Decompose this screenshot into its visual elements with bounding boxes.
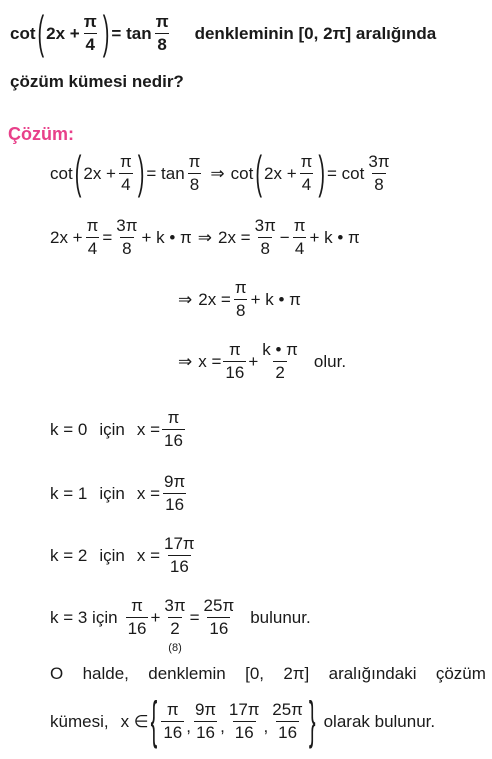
frac-den: 2 (275, 363, 285, 382)
step-3 (178, 278, 301, 321)
frac-num: π (167, 408, 180, 427)
olur-text: olur. (313, 351, 347, 371)
implies-arrow: ⇒ (178, 351, 193, 371)
k-value: k = 3 için (50, 607, 118, 627)
frac-num: π (229, 340, 241, 359)
frac-den: 16 (165, 495, 185, 514)
term-text: x = (136, 483, 161, 503)
fraction (253, 216, 278, 259)
term-text: 2x = (218, 227, 251, 247)
word: [0, (245, 664, 264, 683)
frac-num: π (83, 12, 97, 31)
implies-arrow: ⇒ (197, 227, 212, 247)
fraction (202, 596, 237, 639)
frac-num: 9π (194, 700, 217, 719)
frac-den: 16 (278, 723, 298, 742)
left-paren: ( (255, 148, 263, 199)
eq-tan-text: = tan (146, 163, 185, 183)
frac-den: 8 (260, 239, 270, 258)
right-paren: ) (137, 148, 145, 199)
set-element (193, 700, 218, 743)
frac-den: 8 (235, 301, 246, 320)
set-membership: x ∈ (120, 711, 149, 731)
comma: , (186, 717, 191, 736)
frac-num: π (234, 278, 247, 297)
frac-den: 16 (209, 619, 229, 638)
step-1 (50, 148, 394, 199)
term-text: + k • π (141, 227, 192, 247)
frac-num: π (300, 152, 313, 171)
question-line-1 (10, 8, 437, 59)
kumesi-text: kümesi, (50, 711, 109, 731)
frac-num: 17π (228, 700, 260, 719)
minus-sign: − (279, 227, 290, 247)
case-k3 (50, 596, 311, 654)
question-frac-pi-4 (82, 12, 99, 55)
term-text: x = (198, 351, 222, 371)
equals-sign: = (102, 227, 113, 247)
equals-sign: = (189, 607, 200, 627)
step-4 (178, 340, 346, 383)
frac-num: 9π (164, 472, 186, 491)
conclusion-line-1 (50, 664, 486, 684)
frac-den: 2 (170, 619, 180, 638)
frac-num: π (86, 216, 99, 235)
word: çözüm (435, 664, 486, 683)
question-cot: cot (10, 23, 36, 43)
implies-arrow: ⇒ (178, 289, 193, 309)
olarak-text: olarak bulunur. (323, 711, 436, 731)
frac-den: 16 (163, 723, 183, 742)
question-eq-tan: = tan (111, 23, 152, 43)
set-element (227, 700, 262, 743)
frac-num: π (119, 152, 132, 171)
frac-num: 25π (272, 700, 303, 719)
frac-num: 25π (203, 596, 235, 615)
left-brace: { (150, 692, 158, 751)
case-k2 (50, 534, 199, 577)
conclusion-line-2 (50, 692, 436, 751)
implies-arrow: ⇒ (210, 163, 225, 183)
frac-den: 16 (225, 363, 245, 382)
frac-den: 4 (294, 239, 305, 258)
fraction (292, 216, 308, 259)
k-value: k = 2 (50, 545, 88, 565)
term-text: x = (136, 545, 161, 565)
fraction (85, 216, 101, 259)
right-paren: ) (318, 148, 326, 199)
fraction (114, 216, 139, 259)
eq-cot-text: = cot (327, 163, 365, 183)
frac-num: π (188, 152, 201, 171)
fraction (162, 596, 187, 654)
question-2x-plus: 2x + (46, 23, 80, 43)
case-k0 (50, 408, 187, 451)
icin-text: için (99, 545, 125, 565)
frac-den: 8 (122, 239, 132, 258)
expansion-note: (8) (168, 642, 182, 654)
frac-num: 3π (164, 596, 186, 615)
left-paren: ( (37, 8, 45, 59)
question-line-2: çözüm kümesi nedir? (10, 72, 184, 91)
k-value: k = 0 (50, 419, 88, 439)
frac-den: 4 (85, 35, 95, 54)
word: O (50, 664, 64, 683)
term-text: x = (136, 419, 161, 439)
frac-num: 3π (116, 216, 138, 235)
question-text-1: denkleminin [0, 2π] aralığında (194, 23, 437, 43)
question-frac-pi-8 (154, 12, 171, 55)
fraction (299, 152, 315, 195)
icin-text: için (99, 483, 125, 503)
plus-sign: + (150, 607, 161, 627)
frac-den: 16 (196, 723, 216, 742)
comma: , (263, 717, 269, 736)
fraction (366, 152, 391, 195)
term-text: + k • π (309, 227, 360, 247)
step-2 (50, 216, 360, 259)
frac-num: π (166, 700, 179, 719)
case-k1 (50, 472, 189, 515)
term-text: + k • π (250, 289, 301, 309)
cot-text: cot (50, 163, 73, 183)
fraction (233, 278, 249, 321)
fraction (187, 152, 203, 195)
comma: , (220, 717, 225, 736)
frac-den: 4 (301, 175, 312, 194)
frac-num: k • π (262, 340, 298, 359)
frac-num: π (131, 596, 143, 615)
fraction (162, 408, 185, 451)
cot-text: cot (230, 163, 254, 183)
frac-num: π (293, 216, 306, 235)
icin-text: için (99, 419, 125, 439)
frac-num: 17π (164, 534, 195, 553)
frac-den: 16 (234, 723, 254, 742)
frac-den: 16 (164, 431, 183, 450)
fraction (162, 534, 197, 577)
term-text: 2x + (83, 163, 116, 183)
set-element (270, 700, 305, 743)
set-element (161, 700, 184, 743)
frac-den: 16 (127, 619, 147, 638)
frac-num: 3π (254, 216, 276, 235)
fraction (126, 596, 149, 639)
word: aralığındaki (328, 664, 417, 683)
bulunur-text: bulunur. (250, 607, 311, 627)
word: denklemin (148, 664, 226, 683)
solution-label: Çözüm: (8, 124, 74, 144)
left-paren: ( (74, 148, 82, 199)
right-paren: ) (102, 8, 110, 59)
fraction (162, 472, 187, 515)
plus-sign: + (248, 351, 259, 371)
fraction (118, 152, 134, 195)
frac-den: 8 (157, 35, 167, 54)
frac-den: 16 (169, 557, 189, 576)
k-value: k = 1 (50, 483, 88, 503)
frac-den: 4 (87, 239, 98, 258)
fraction (260, 340, 300, 383)
frac-den: 8 (189, 175, 200, 194)
fraction (223, 340, 246, 383)
term-text: 2x = (198, 289, 231, 309)
term-text: 2x + (50, 227, 83, 247)
word: 2π] (283, 664, 310, 683)
frac-num: π (155, 12, 169, 31)
right-brace: } (308, 692, 316, 751)
term-text: 2x + (264, 163, 297, 183)
word: halde, (82, 664, 129, 683)
frac-den: 4 (121, 175, 131, 194)
frac-den: 8 (374, 175, 384, 194)
frac-num: 3π (368, 152, 390, 171)
